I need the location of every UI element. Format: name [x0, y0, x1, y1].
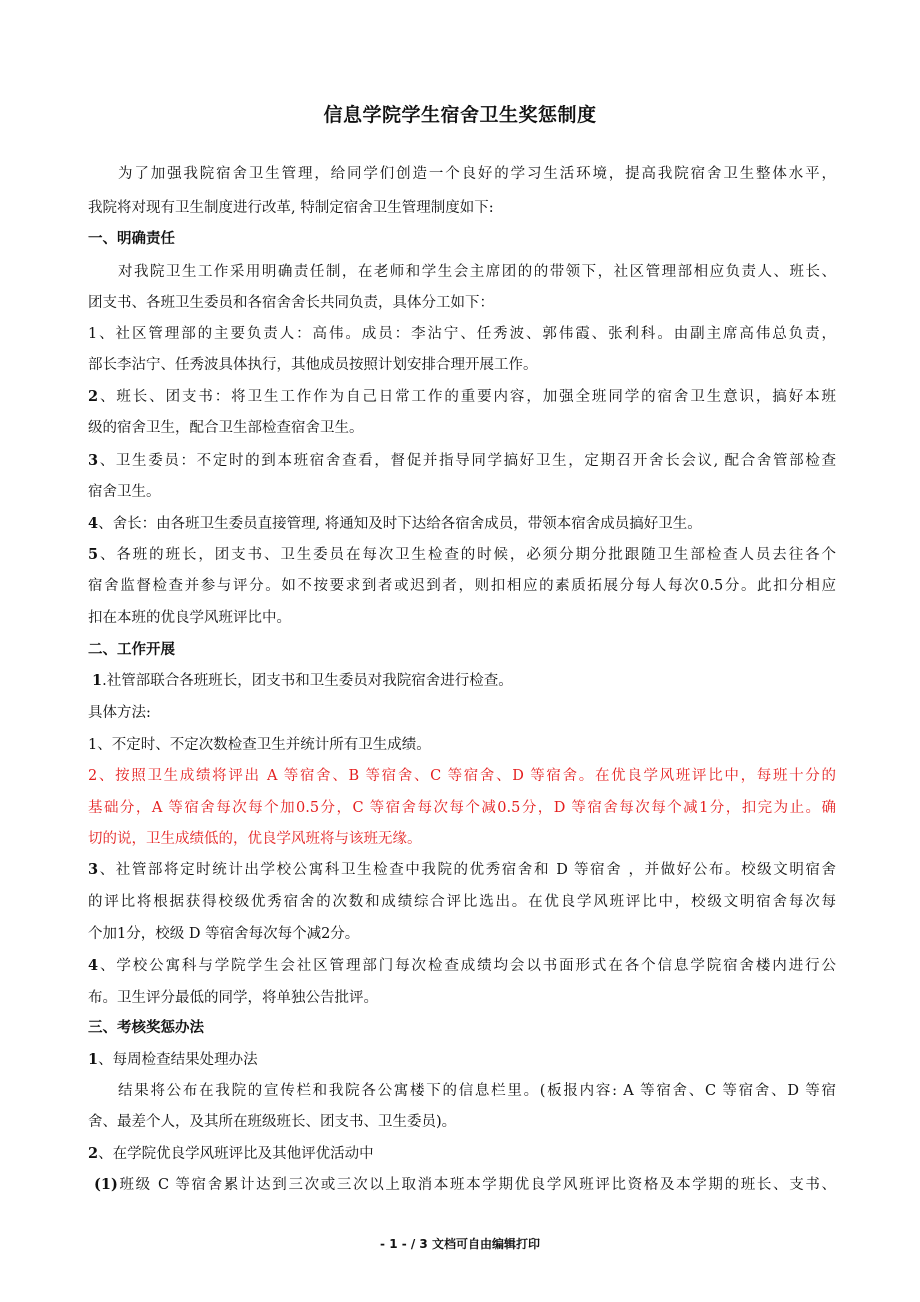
section-3-para-1-line-1: 结果将公布在我院的宣传栏和我院各公寓楼下的信息栏里。(板报内容: A 等宿舍、C 等宿舍、D 等宿	[118, 1083, 836, 1099]
intro-line-2: 我院将对现有卫生制度进行改革, 特制定宿舍卫生管理制度如下:	[88, 200, 494, 216]
item-3-number: 3	[88, 452, 99, 469]
section-3-para-2-line-1	[94, 1176, 836, 1194]
item-4-line-1	[88, 515, 836, 533]
method-2-line-3: 切的说，卫生成绩低的，优良学风班将与该班无缘。	[88, 831, 422, 847]
document-title: 信息学院学生宿舍卫生奖惩制度	[323, 104, 597, 126]
method-3-number: 3	[88, 861, 99, 878]
section-3-para-2-text: 班级 C 等宿舍累计达到三次或三次以上取消本班本学期优良学风班评比资格及本学期的班长、支书、	[117, 1177, 836, 1193]
section-3-heading: 三、考核奖惩办法	[88, 1020, 204, 1036]
item-5-line-3: 扣在本班的优良学风班评比中。	[88, 610, 291, 626]
item-1-line-1: 1、社区管理部的主要负责人：高伟。成员：李沾宁、任秀波、郭伟霞、张利科。由副主席高伟总负责，	[88, 326, 836, 342]
item-5-number: 5	[88, 546, 99, 563]
item-2-number: 2	[88, 388, 99, 405]
item-2-line-1	[88, 388, 836, 406]
section-1-para-line-1: 对我院卫生工作采用明确责任制，在老师和学生会主席团的的带领下，社区管理部相应负责人、班长、	[118, 264, 836, 280]
section-1-para-line-2: 团支书、各班卫生委员和各宿舍舍长共同负责，具体分工如下：	[88, 295, 494, 311]
section-3-sub-2	[88, 1145, 836, 1163]
method-4-text: 、学校公寓科与学院学生会社区管理部门每次检查成绩均会以书面形式在各个信息学院宿舍楼内进行公	[98, 958, 836, 974]
item-3-line-1	[88, 452, 836, 470]
section-3-sub-1-text: 、每周检查结果处理办法	[98, 1052, 258, 1068]
item-5-line-2: 宿舍监督检查并参与评分。如不按要求到者或迟到者，则扣相应的素质拓展分每人每次0.5分。此扣分相应	[88, 578, 836, 594]
method-3-line-1	[88, 861, 836, 879]
item-5-line-1	[88, 546, 836, 564]
item-2-line-2: 级的宿舍卫生，配合卫生部检查宿舍卫生。	[88, 420, 364, 436]
section-2-heading: 二、工作开展	[88, 642, 175, 658]
item-3-text: 、卫生委员：不定时的到本班宿舍查看，督促并指导同学搞好卫生，定期召开舍长会议, 配合舍管部检查	[98, 453, 836, 469]
section-2-para-1-number: 1	[92, 672, 103, 689]
section-3-sub-2-text: 、在学院优良学风班评比及其他评优活动中	[98, 1146, 374, 1162]
section-1-heading: 一、明确责任	[88, 231, 175, 247]
page-footer: - 1 - / 3 文档可自由编辑打印	[380, 1237, 540, 1251]
item-3-line-2: 宿舍卫生。	[88, 484, 161, 500]
method-label: 具体方法:	[88, 705, 151, 721]
method-3-text: 、社管部将定时统计出学校公寓科卫生检查中我院的优秀宿舍和 D 等宿舍 ，并做好公布。校级文明宿舍	[98, 862, 836, 878]
section-3-para-2-number: (1)	[94, 1176, 118, 1193]
section-2-para-1	[92, 672, 840, 690]
method-2-line-1: 2、按照卫生成绩将评出 A 等宿舍、B 等宿舍、C 等宿舍、D 等宿舍。在优良学风班评比中，每班十分的	[88, 768, 836, 784]
section-3-para-1-line-2: 舍、最差个人，及其所在班级班长、团支书、卫生委员)。	[88, 1114, 457, 1130]
item-5-text: 、各班的班长，团支书、卫生委员在每次卫生检查的时候，必须分期分批跟随卫生部检查人员去往各个	[98, 547, 836, 563]
method-2-line-2: 基础分，A 等宿舍每次每个加0.5分，C 等宿舍每次每个减0.5分，D 等宿舍每次每个减1分，扣完为止。确	[88, 800, 836, 816]
intro-line-1: 为了加强我院宿舍卫生管理，给同学们创造一个良好的学习生活环境，提高我院宿舍卫生整体水平，	[118, 166, 836, 182]
section-2-para-1-text: .社管部联合各班班长，团支书和卫生委员对我院宿舍进行检查。	[102, 673, 513, 689]
method-4-line-2: 布。卫生评分最低的同学，将单独公告批评。	[88, 990, 378, 1006]
method-4-line-1	[88, 957, 836, 975]
item-4-number: 4	[88, 515, 99, 532]
method-1: 1、不定时、不定次数检查卫生并统计所有卫生成绩。	[88, 737, 431, 753]
item-4-text: 、舍长：由各班卫生委员直接管理, 将通知及时下达给各宿舍成员，带领本宿舍成员搞好卫生。	[98, 516, 702, 532]
section-3-sub-1	[88, 1051, 836, 1069]
section-3-sub-1-number: 1	[88, 1051, 99, 1068]
section-3-sub-2-number: 2	[88, 1145, 99, 1162]
method-4-number: 4	[88, 957, 99, 974]
method-3-line-2: 的评比将根据获得校级优秀宿舍的次数和成绩综合评比选出。在优良学风班评比中，校级文明宿舍每次每	[88, 894, 836, 910]
method-3-line-3: 个加1分，校级 D 等宿舍每次每个减2分。	[88, 926, 360, 942]
item-2-text: 、班长、团支书：将卫生工作作为自己日常工作的重要内容，加强全班同学的宿舍卫生意识，搞好本班	[98, 389, 836, 405]
item-1-line-2: 部长李沾宁、任秀波具体执行，其他成员按照计划安排合理开展工作。	[88, 357, 538, 373]
